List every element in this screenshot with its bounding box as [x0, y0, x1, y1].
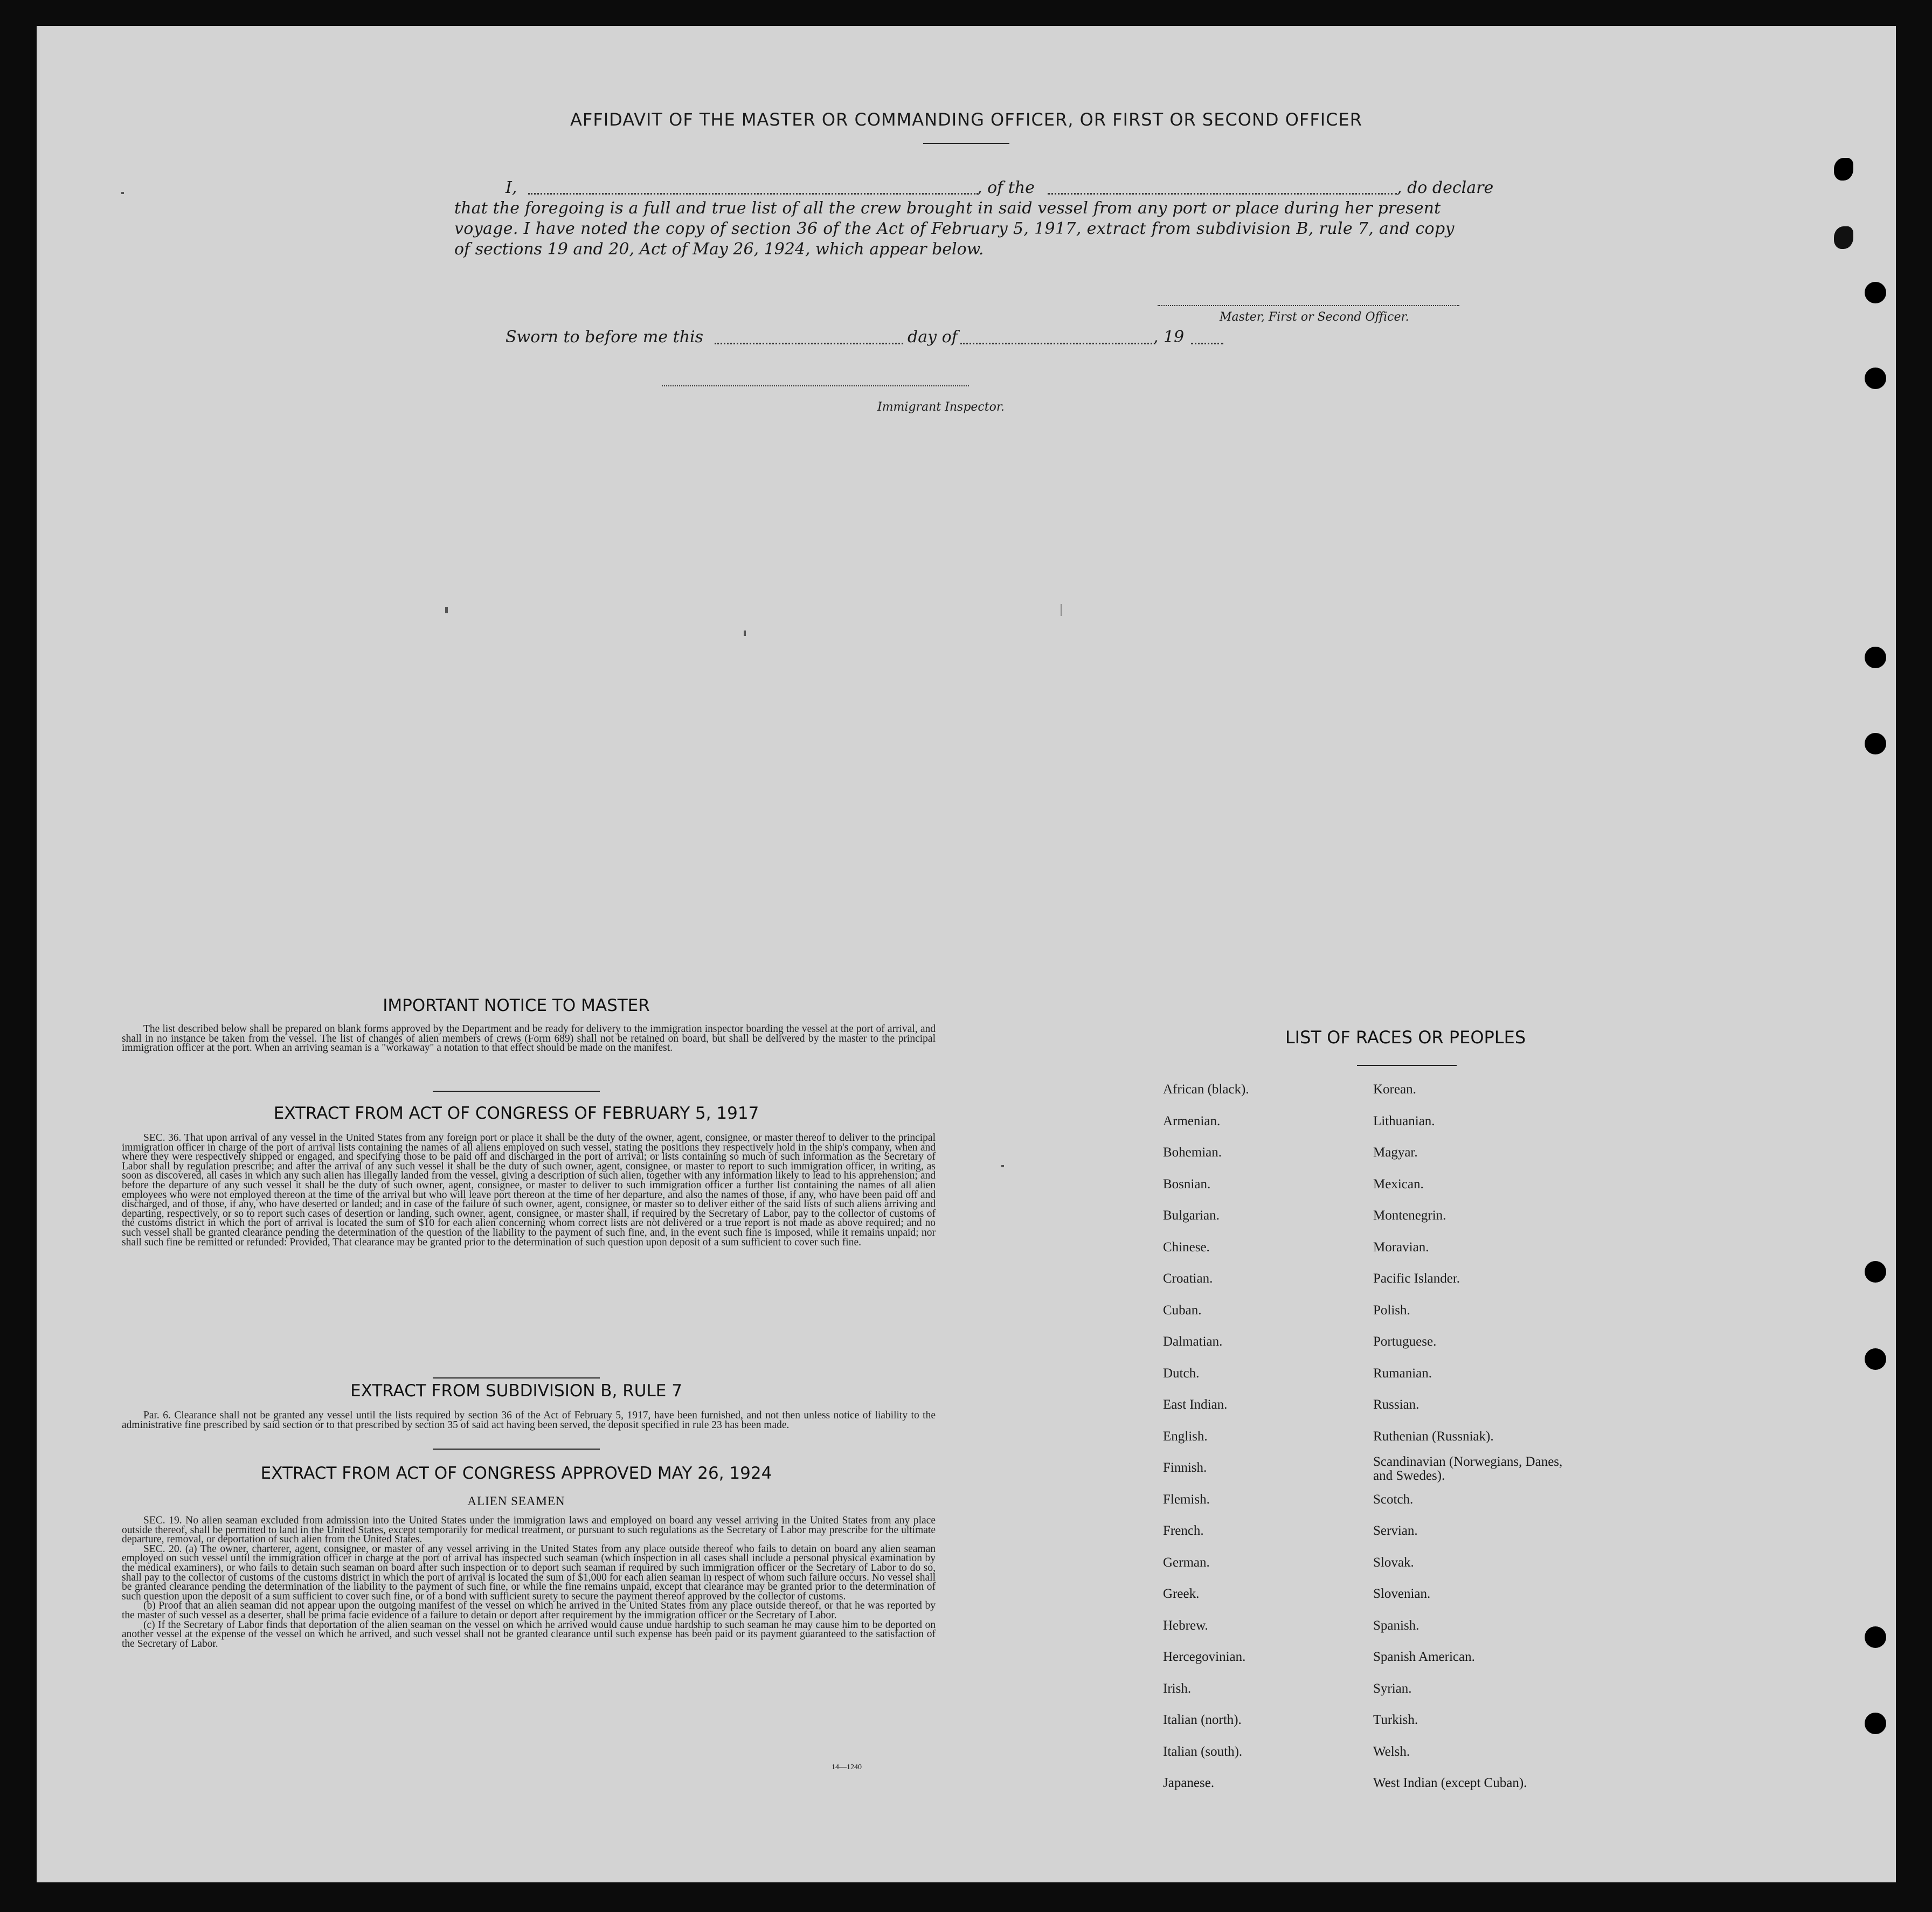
race-item: English. — [1163, 1429, 1208, 1444]
punch-hole — [1865, 1626, 1886, 1648]
race-item: Servian. — [1373, 1523, 1418, 1538]
title-rule — [923, 143, 1009, 144]
race-item: Croatian. — [1163, 1271, 1213, 1286]
manifest-sheet — [37, 26, 1896, 1882]
sec-36-paragraph: SEC. 36. That upon arrival of any vessel in the United States from any foreign port or place it shall be the duty of the owner, agent, consignee, or master thereof to deliver to the principal immigration officer in charge of the port of arrival lists containing the names of all aliens employed on such vessel, stating the positions they respectively hold in the ship's company, when and where they were respectively shipped or engaged, and specifying those to be paid off and discharged in the port of arrival; or lists containing so much of such information as the Secretary of Labor shall by regulation prescribe; and after the arrival of any such vessel it shall be the duty of such owner, agent, consignee, or master to report to such immigration officer, in writing, as soon as discovered, all cases in which any such alien has illegally landed from the vessel, giving a description of such alien, together with any information likely to lead to his apprehension; and before the departure of any such vessel it shall be the duty of such owner, agent, consignee, or master to deliver to such immigration officer a further list containing the names of all alien employees who were not employed thereon at the time of the arrival but who will leave port thereon at the time of her departure, and also the names of those, if any, who have been paid off and discharged, and of those, if any, who have deserted or landed; and in case of the failure of such owner, agent, consignee, or master so to deliver either of the said lists of such aliens arriving and departing, respectively, or so to report such cases of desertion or landing, such owner, agent, consignee, or master shall, if required by the Secretary of Labor, pay to the collector of customs of the customs district in which the port of arrival is located the sum of $10 for each alien concerning whom correct lists are not delivered or a true report is not made as above required; and no such vessel shall be granted clearance pending the determination of the question of the liability to the payment of such fine, and, in the event such fine is imposed, while it remains unpaid; nor shall such fine be remitted or refunded: Provided, That clearance may be granted prior to the determination of such question upon deposit of a sum sufficient to cover such fine. — [122, 1132, 936, 1248]
par-6-paragraph: Par. 6. Clearance shall not be granted any vessel until the lists required by section 36 of the Act of February 5, 1917, have been furnished, and not then unless notice of liability to the administrative fine prescribed by said section or to that prescribed by section 35 of said act having been served, the deposit specified in rule 23 has been made. — [122, 1410, 936, 1431]
race-item: Spanish American. — [1373, 1650, 1475, 1664]
speck — [445, 607, 448, 613]
race-item: Russian. — [1373, 1397, 1419, 1412]
speck — [1001, 1165, 1004, 1167]
race-item: Turkish. — [1373, 1713, 1418, 1727]
day-of-text: day of — [908, 328, 958, 347]
year-text: , 19 — [1153, 328, 1185, 347]
race-item: Hercegovinian. — [1163, 1650, 1246, 1664]
master-caption: Master, First or Second Officer. — [1220, 310, 1409, 324]
speck — [1061, 604, 1062, 616]
race-item: Bohemian. — [1163, 1145, 1222, 1160]
vessel-blank — [1048, 193, 1397, 195]
race-item: Ruthenian (Russniak). — [1373, 1429, 1494, 1444]
races-title-rule — [1357, 1065, 1457, 1066]
affidavit-line-3: voyage. I have noted the copy of section 36 of the Act of February 5, 1917, extract from subdivision B, rule 7, and copy — [454, 219, 1455, 238]
punch-hole — [1865, 368, 1886, 389]
inspector-caption: Immigrant Inspector. — [877, 400, 1005, 414]
affidavit-i: I, — [505, 178, 517, 197]
race-item: Moravian. — [1373, 1239, 1429, 1255]
sec-19-paragraph: SEC. 19. No alien seaman excluded from admission into the United States under the immigration laws and employed on board any vessel arriving in the United States from any place outside thereof, shall be permitted to land in the United States, except temporarily for medical treatment, or pursuant to such regulations as the Secretary of Labor may prescribe for the ultimate departure, removal, or deportation of such alien from the United States. — [122, 1515, 936, 1546]
notice-paragraph: The list described below shall be prepared on blank forms approved by the Department and be ready for delivery to the immigration inspector boarding the vessel at the port of arrival, and shall in no instance be taken from the vessel. The list of changes of alien members of crews (Form 689) shall not be retained on board, but shall be delivered by the master to the principal immigration officer at the port. When an arriving seaman is a "workaway" a notation to that effect should be made on the manifest. — [122, 1023, 936, 1054]
month-blank — [960, 343, 1155, 344]
sworn-text: Sworn to before me this — [505, 328, 704, 347]
speck — [121, 192, 124, 194]
race-item: Italian (north). — [1163, 1713, 1242, 1727]
sec-20c-paragraph: (c) If the Secretary of Labor finds that deportation of the alien seaman on the vessel on which he arrived would cause undue hardship to such seaman he may cause him to be deported on another vessel at the expense of the vessel on which he arrived, and such vessel shall not be granted clearance until such expense has been paid or its payment guaranteed to the satisfaction of the Secretary of Labor. — [122, 1619, 936, 1650]
year-blank — [1191, 343, 1223, 344]
race-item: Polish. — [1373, 1303, 1410, 1318]
race-item: Flemish. — [1163, 1492, 1210, 1507]
punch-hole — [1865, 733, 1886, 754]
sec-20b-paragraph: (b) Proof that an alien seaman did not appear upon the outgoing manifest of the vessel on which he arrived in the United States from any place outside thereof, or that he was reported by the master of such vessel as a deserter, shall be prima facie evidence of a failure to detain or deport after requirement by the immigration officer or the Secretary of Labor. — [122, 1600, 936, 1621]
form-number: 14—1240 — [832, 1763, 862, 1771]
race-item: Dalmatian. — [1163, 1334, 1223, 1349]
race-item: Finnish. — [1163, 1460, 1207, 1475]
race-item: Scotch. — [1373, 1492, 1414, 1507]
race-item: Pacific Islander. — [1373, 1271, 1460, 1286]
race-item: Welsh. — [1373, 1744, 1410, 1759]
alien-seamen-subtitle: ALIEN SEAMEN — [467, 1494, 565, 1508]
notice-title: IMPORTANT NOTICE TO MASTER — [383, 996, 650, 1015]
race-item: Chinese. — [1163, 1239, 1210, 1255]
punch-hole — [1865, 1348, 1886, 1370]
extract-1917-title: EXTRACT FROM ACT OF CONGRESS OF FEBRUARY 5, 1917 — [273, 1104, 759, 1123]
race-item: West Indian (except Cuban). — [1373, 1776, 1527, 1790]
extract-1924-body — [122, 1516, 936, 1648]
affidavit-declare: , do declare — [1397, 178, 1494, 197]
affidavit-line-2: that the foregoing is a full and true list of all the crew brought in said vessel from any port or place during her present — [454, 199, 1441, 218]
race-item: Japanese. — [1163, 1776, 1215, 1790]
race-item: Hebrew. — [1163, 1618, 1208, 1633]
race-item: German. — [1163, 1555, 1210, 1570]
race-item: Lithuanian. — [1373, 1113, 1435, 1128]
race-item: Cuban. — [1163, 1303, 1202, 1318]
master-signature-line — [1158, 305, 1459, 306]
extract-rule7-body — [122, 1411, 936, 1430]
extract-1924-title: EXTRACT FROM ACT OF CONGRESS APPROVED MAY 26, 1924 — [260, 1464, 772, 1483]
race-item: Rumanian. — [1373, 1366, 1432, 1381]
race-item: Scandinavian (Norwegians, Danes, and Swedes). — [1373, 1454, 1563, 1483]
name-blank — [528, 193, 978, 195]
affidavit-title: AFFIDAVIT OF THE MASTER OR COMMANDING OFFICER, OR FIRST OR SECOND OFFICER — [570, 109, 1362, 130]
race-item: Italian (south). — [1163, 1744, 1243, 1759]
race-item: Greek. — [1163, 1587, 1200, 1601]
sec-20a-paragraph: SEC. 20. (a) The owner, charterer, agent, consignee, or master of any vessel arriving in the United States from any place outside thereof who fails to detain on board any alien seaman employed on such vessel until the immigration officer in charge at the port of arrival has inspected such seaman (which inspection in all cases shall include a personal physical examination by the medical examiners), or who fails to detain such seaman on board after such inspection or to deport such seaman if required by such immigration officer or the Secretary of Labor to do so, shall pay to the collector of customs of the customs district in which the port of arrival is located the sum of $1,000 for each alien seaman in respect of whom such failure occurs. No vessel shall be granted clearance pending the determination of the liability to the payment of such fine, or while the fine remains unpaid, except that clearance may be granted prior to the determination of such question upon the deposit of a sum sufficient to cover such fine, or of a bond with sufficient surety to secure the payment thereof approved by the collector of customs. — [122, 1543, 936, 1602]
race-item: Slovak. — [1373, 1555, 1414, 1570]
affidavit-of-the: , of the — [977, 178, 1035, 197]
race-item: Magyar. — [1373, 1145, 1418, 1160]
race-item: Bosnian. — [1163, 1176, 1211, 1191]
notice-body — [122, 1024, 936, 1053]
inspector-signature-line — [662, 385, 969, 386]
punch-hole — [1834, 158, 1853, 181]
race-item: Bulgarian. — [1163, 1208, 1220, 1223]
race-item: Armenian. — [1163, 1113, 1221, 1128]
race-item: Syrian. — [1373, 1681, 1412, 1696]
race-item: Spanish. — [1373, 1618, 1419, 1633]
section-rule — [433, 1449, 600, 1450]
sworn-day-blank — [715, 343, 903, 344]
race-item: Mexican. — [1373, 1176, 1424, 1191]
race-item: East Indian. — [1163, 1397, 1228, 1412]
race-item: Portuguese. — [1373, 1334, 1437, 1349]
race-item: Korean. — [1373, 1082, 1416, 1097]
punch-hole — [1865, 1261, 1886, 1283]
races-title: LIST OF RACES OR PEOPLES — [1285, 1027, 1526, 1048]
punch-hole — [1865, 647, 1886, 668]
race-item: Irish. — [1163, 1681, 1192, 1696]
extract-rule7-title: EXTRACT FROM SUBDIVISION B, RULE 7 — [350, 1381, 682, 1401]
punch-hole — [1834, 226, 1853, 249]
punch-hole — [1865, 282, 1886, 303]
race-item: Slovenian. — [1373, 1587, 1431, 1601]
section-rule — [433, 1091, 600, 1092]
punch-hole — [1865, 1713, 1886, 1734]
affidavit-line-4: of sections 19 and 20, Act of May 26, 1924, which appear below. — [454, 240, 984, 259]
race-item: Montenegrin. — [1373, 1208, 1446, 1223]
section-rule — [433, 1377, 600, 1378]
race-item: French. — [1163, 1523, 1204, 1538]
speck — [744, 631, 746, 636]
extract-1917-body — [122, 1133, 936, 1247]
race-item: Dutch. — [1163, 1366, 1200, 1381]
race-item: African (black). — [1163, 1082, 1249, 1097]
